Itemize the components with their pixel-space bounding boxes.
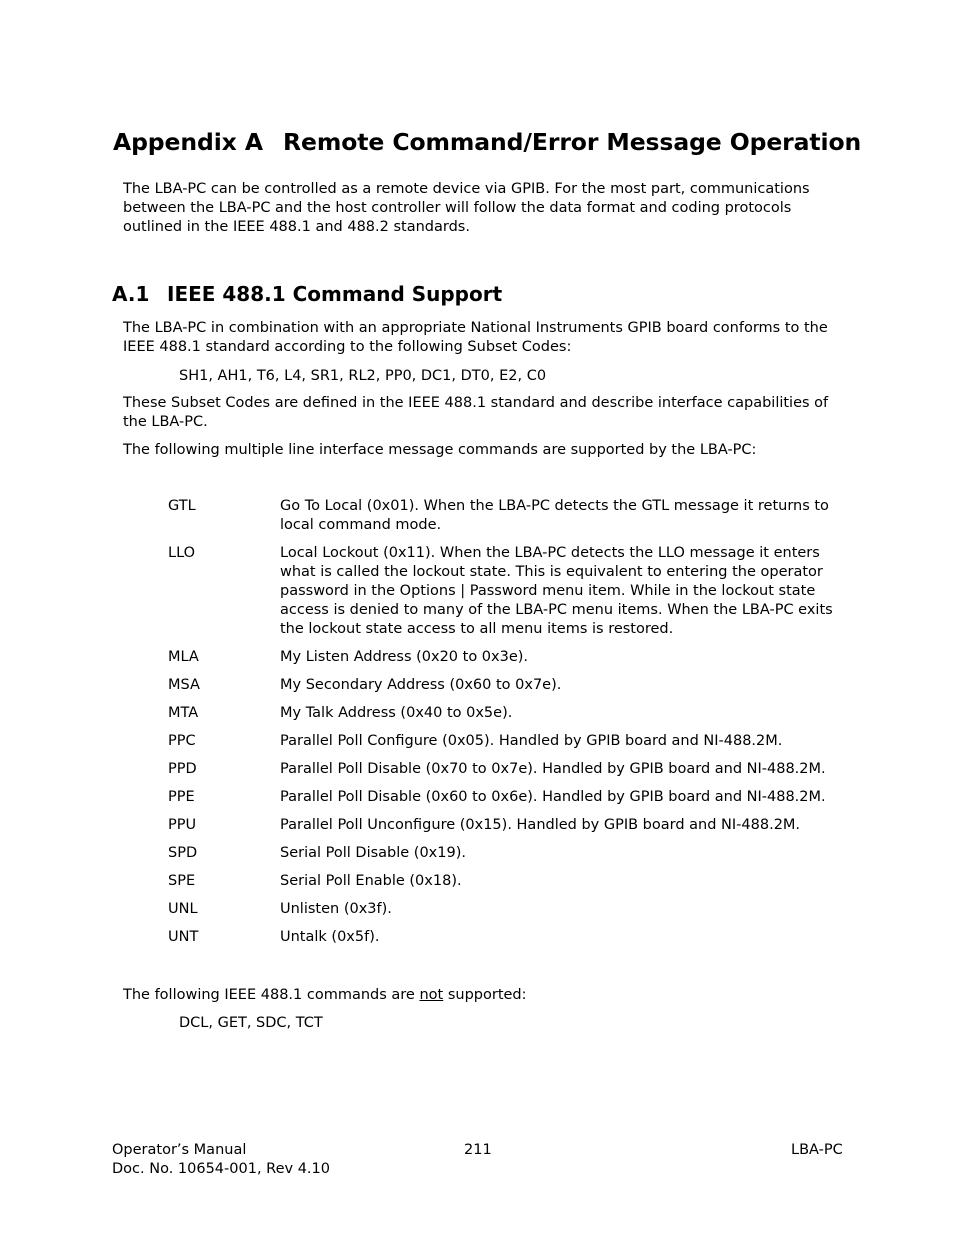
- command-row-ppe: [168, 788, 858, 807]
- command-description: Unlisten (0x3f).: [280, 901, 392, 917]
- command-description: Parallel Poll Unconfigure (0x15). Handled by GPIB board and NI-488.2M.: [280, 817, 801, 833]
- command-code: MLA: [168, 649, 199, 665]
- section-number: A.1: [112, 282, 150, 306]
- command-description: Go To Local (0x01). When the LBA-PC detects the GTL message it returns to local command mode.: [280, 498, 829, 533]
- command-code: PPC: [168, 733, 196, 749]
- command-row-unl: [168, 900, 858, 919]
- supported-commands-intro: The following multiple line interface message commands are supported by the LBA-PC:: [123, 442, 757, 458]
- appendix-title: Remote Command/Error Message Operation: [283, 128, 862, 156]
- not-supported-emphasis: not: [419, 987, 444, 1003]
- conformance-paragraph: The LBA-PC in combination with an appropriate National Instruments GPIB board conforms to the IEEE 488.1 standard according to the following Subset Codes:: [123, 320, 828, 355]
- command-code: SPE: [168, 873, 196, 889]
- command-description: My Listen Address (0x20 to 0x3e).: [280, 649, 529, 665]
- appendix-heading: [113, 128, 861, 156]
- command-code: SPD: [168, 845, 198, 861]
- footer-product-name: LBA-PC: [791, 1142, 843, 1158]
- command-row-unt: [168, 928, 858, 947]
- command-list: [168, 497, 858, 956]
- not-supported-paragraph: [123, 986, 848, 1005]
- section-heading: [112, 282, 502, 306]
- command-code: MTA: [168, 705, 199, 721]
- command-description: Serial Poll Enable (0x18).: [280, 873, 462, 889]
- command-row-mla: [168, 648, 858, 667]
- footer-manual-title: Operator’s Manual: [112, 1142, 247, 1158]
- command-row-spe: [168, 872, 858, 891]
- command-code: PPU: [168, 817, 197, 833]
- command-row-msa: [168, 676, 858, 695]
- command-code: UNT: [168, 929, 199, 945]
- footer-left: [112, 1141, 330, 1179]
- command-code: LLO: [168, 545, 196, 561]
- command-row-spd: [168, 844, 858, 863]
- command-row-gtl: [168, 497, 858, 535]
- unsupported-codes-line: DCL, GET, SDC, TCT: [179, 1015, 323, 1031]
- command-code: PPE: [168, 789, 195, 805]
- section-title: IEEE 488.1 Command Support: [167, 282, 503, 306]
- command-row-mta: [168, 704, 858, 723]
- command-code: UNL: [168, 901, 198, 917]
- command-description: My Secondary Address (0x60 to 0x7e).: [280, 677, 562, 693]
- subset-codes-line: SH1, AH1, T6, L4, SR1, RL2, PP0, DC1, DT0, E2, C0: [179, 368, 547, 384]
- subset-definition-paragraph: These Subset Codes are defined in the IEEE 488.1 standard and describe interface capabilities of the LBA-PC.: [123, 395, 829, 430]
- command-description: Parallel Poll Configure (0x05). Handled by GPIB board and NI-488.2M.: [280, 733, 783, 749]
- appendix-label: Appendix A: [113, 128, 263, 156]
- not-supported-text-before: The following IEEE 488.1 commands are: [123, 987, 420, 1003]
- command-row-llo: [168, 544, 858, 639]
- command-description: Parallel Poll Disable (0x60 to 0x6e). Handled by GPIB board and NI-488.2M.: [280, 789, 826, 805]
- command-code: GTL: [168, 498, 196, 514]
- not-supported-text-after: supported:: [443, 987, 527, 1003]
- command-code: PPD: [168, 761, 197, 777]
- command-description: My Talk Address (0x40 to 0x5e).: [280, 705, 513, 721]
- command-description: Serial Poll Disable (0x19).: [280, 845, 466, 861]
- command-description: Parallel Poll Disable (0x70 to 0x7e). Handled by GPIB board and NI-488.2M.: [280, 761, 826, 777]
- command-description: Untalk (0x5f).: [280, 929, 380, 945]
- intro-paragraph: The LBA-PC can be controlled as a remote device via GPIB. For the most part, communications between the LBA-PC and the host controller will follow the data format and coding protocols outlined in the IEEE 488.1 and 488.2 standards.: [123, 181, 810, 235]
- footer-page-number: 211: [464, 1142, 492, 1158]
- command-row-ppu: [168, 816, 858, 835]
- command-row-ppd: [168, 760, 858, 779]
- command-row-ppc: [168, 732, 858, 751]
- command-description: Local Lockout (0x11). When the LBA-PC detects the LLO message it enters what is called the lockout state. This is equivalent to entering the operator password in the Options | Password menu item. While in the lockout state access is denied to many of the LBA-PC menu items. When the LBA-PC exits the lockout state access to all menu items is restored.: [280, 545, 833, 637]
- footer-doc-number: Doc. No. 10654-001, Rev 4.10: [112, 1161, 330, 1177]
- command-code: MSA: [168, 677, 200, 693]
